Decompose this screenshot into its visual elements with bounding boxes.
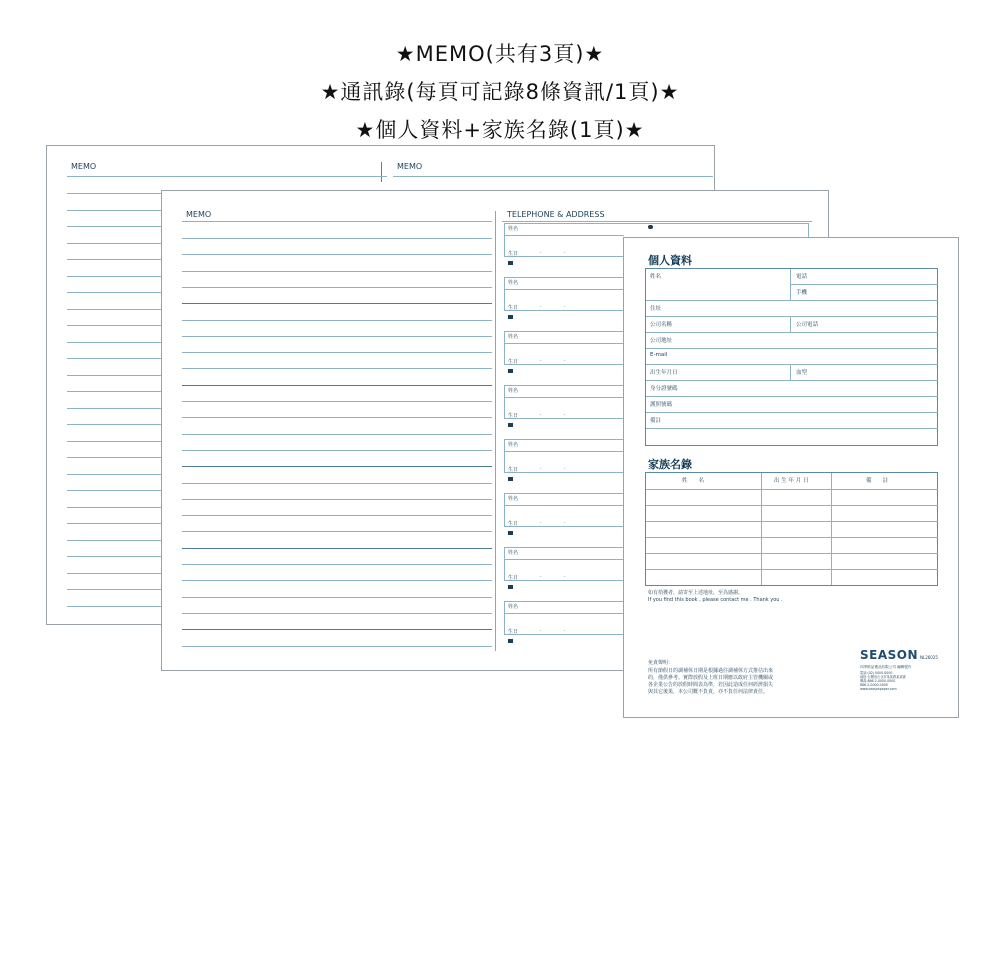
entry-birthday-label: 生日: [508, 575, 519, 581]
memo-line: [182, 352, 492, 353]
family-list-table: [645, 472, 938, 586]
family-row: [646, 489, 938, 490]
date-separator: .: [540, 303, 542, 309]
house-icon: [508, 261, 513, 265]
entry-name-label: 姓名: [508, 388, 519, 394]
memo-line: [182, 434, 492, 435]
entry-name-label: 姓名: [508, 550, 519, 556]
house-icon: [508, 585, 513, 589]
memo-line: [182, 385, 492, 386]
disclaimer-line-4: 與其它後果，本公司概不負責，亦不負任何法律責任。: [648, 689, 769, 695]
family-row: [646, 569, 938, 570]
disclaimer-line-1: 所有節假日的調補休日期是根據過往調補休方式推估出來: [648, 668, 774, 674]
field-mobile: 手機: [796, 290, 808, 296]
memo-line: [182, 646, 492, 647]
personal-info-title: 個人資料: [648, 254, 692, 267]
company-name: 四季紙品禮品有限公司 編輯製作: [860, 665, 912, 669]
personal-info-table: [645, 268, 938, 446]
memo-title: MEMO: [186, 210, 212, 219]
company-info-3: 傳真:886-2-0000-0000: [860, 679, 896, 683]
house-icon: [508, 639, 513, 643]
disclaimer-line-2: 的，僅供參考。實際放假及上班日期應以政府主管機關或: [648, 675, 774, 681]
personal-info-sheet: [623, 237, 959, 718]
memo-line: [182, 401, 492, 402]
memo-line: [182, 597, 492, 598]
entry-birthday-label: 生日: [508, 305, 519, 311]
sheet-divider: [381, 162, 382, 182]
field-name: 姓名: [650, 274, 662, 280]
entry-line: [504, 397, 624, 398]
date-separator: .: [564, 249, 566, 255]
family-header-name: 姓 名: [682, 478, 705, 484]
family-header-remarks: 備 註: [866, 478, 889, 484]
telephone-address-title: TELEPHONE & ADDRESS: [507, 210, 605, 219]
company-info-1: 電話:(02) 0000-0000: [860, 671, 893, 675]
entry-birthday-label: 生日: [508, 629, 519, 635]
entry-birthday-label: 生日: [508, 413, 519, 419]
family-row: [646, 505, 938, 506]
entry-birthday-label: 生日: [508, 359, 519, 365]
date-separator: .: [540, 465, 542, 471]
date-separator: .: [564, 303, 566, 309]
field-phone: 電話: [796, 274, 808, 280]
memo-line: [182, 466, 492, 467]
disclaimer-line-3: 各企業公告的放假時間表為準，若因此造成任何經濟損失: [648, 682, 774, 688]
date-separator: .: [564, 465, 566, 471]
family-row: [646, 553, 938, 554]
entry-name-label: 姓名: [508, 334, 519, 340]
date-separator: .: [564, 627, 566, 633]
memo-line: [182, 531, 492, 532]
memo-line: [182, 613, 492, 614]
heading-memo: ★MEMO(共有3頁)★: [395, 42, 605, 66]
company-info-5: www.seasonpaper.com: [860, 687, 897, 691]
entry-name-label: 姓名: [508, 604, 519, 610]
entry-name-label: 姓名: [508, 442, 519, 448]
memo-line: [182, 564, 492, 565]
memo-line: [182, 271, 492, 272]
entry-name-label: 姓名: [508, 226, 519, 232]
date-separator: .: [564, 357, 566, 363]
memo-line: [182, 499, 492, 500]
field-company-address: 公司地址: [650, 338, 673, 344]
entry-line: [504, 613, 624, 614]
house-icon: [508, 369, 513, 373]
family-row: [646, 521, 938, 522]
memo-line: [182, 287, 492, 288]
memo-line: [182, 368, 492, 369]
entry-birthday-label: 生日: [508, 251, 519, 257]
house-icon: [508, 315, 513, 319]
memo-line: [182, 450, 492, 451]
date-separator: .: [540, 357, 542, 363]
entry-birthday-label: 生日: [508, 521, 519, 527]
title-rule: [502, 221, 812, 222]
house-icon: [508, 531, 513, 535]
house-icon: [508, 423, 513, 427]
season-logo: SEASON: [860, 648, 919, 662]
sheet-spine: [495, 211, 496, 651]
family-list-title: 家族名錄: [648, 458, 692, 471]
date-separator: .: [540, 573, 542, 579]
disclaimer-title: 免責聲明：: [648, 660, 674, 666]
date-separator: .: [540, 411, 542, 417]
memo-line: [182, 580, 492, 581]
field-id-number: 身分證號碼: [650, 386, 678, 392]
field-company-phone: 公司電話: [796, 322, 819, 328]
field-email: E-mail: [650, 352, 668, 358]
entry-line: [504, 451, 624, 452]
title-rule: [393, 176, 713, 177]
entry-line: [504, 505, 624, 506]
found-note-zh: 如有拾獲者，請寄至上述地址，至為感謝。: [648, 590, 744, 596]
product-code: NL26025: [920, 655, 938, 660]
memo-line: [182, 320, 492, 321]
memo-line: [182, 629, 492, 630]
memo-line: [182, 303, 492, 304]
entry-line: [504, 289, 624, 290]
found-note-en: If you find this book , please contact me . Thank you .: [648, 597, 783, 603]
field-birthday: 出生年月日: [650, 370, 678, 376]
date-separator: .: [540, 249, 542, 255]
field-address: 住址: [650, 306, 662, 312]
memo-title-left: MEMO: [71, 162, 97, 171]
title-rule: [67, 176, 387, 177]
date-separator: .: [540, 627, 542, 633]
entry-birthday-label: 生日: [508, 467, 519, 473]
field-remarks: 備註: [650, 418, 662, 424]
memo-line: [182, 238, 492, 239]
date-separator: .: [564, 411, 566, 417]
date-separator: .: [564, 573, 566, 579]
phone-icon: [648, 225, 653, 229]
heading-address-book: ★通訊錄(每頁可記錄8條資訊/1頁)★: [320, 80, 680, 104]
entry-line: [504, 235, 624, 236]
heading-personal-info: ★個人資料+家族名錄(1頁)★: [355, 118, 645, 142]
entry-line: [504, 559, 624, 560]
entry-name-label: 姓名: [508, 496, 519, 502]
date-separator: .: [564, 519, 566, 525]
field-passport: 護照號碼: [650, 402, 673, 408]
field-company: 公司名稱: [650, 322, 673, 328]
company-info-4: 886-2-0000-0000: [860, 683, 888, 687]
family-row: [646, 537, 938, 538]
memo-line: [182, 548, 492, 549]
memo-line: [182, 254, 492, 255]
entry-name-label: 姓名: [508, 280, 519, 286]
title-rule: [182, 221, 492, 222]
house-icon: [508, 477, 513, 481]
field-blood-type: 血型: [796, 370, 808, 376]
memo-line: [182, 515, 492, 516]
memo-title-right: MEMO: [397, 162, 423, 171]
memo-line: [182, 483, 492, 484]
date-separator: .: [540, 519, 542, 525]
memo-line: [182, 336, 492, 337]
company-info-2: 地址:台灣省台北市某某路某某號: [860, 675, 906, 679]
memo-line: [182, 417, 492, 418]
entry-line: [504, 343, 624, 344]
family-header-birthday: 出 生 年 月 日: [774, 478, 809, 484]
